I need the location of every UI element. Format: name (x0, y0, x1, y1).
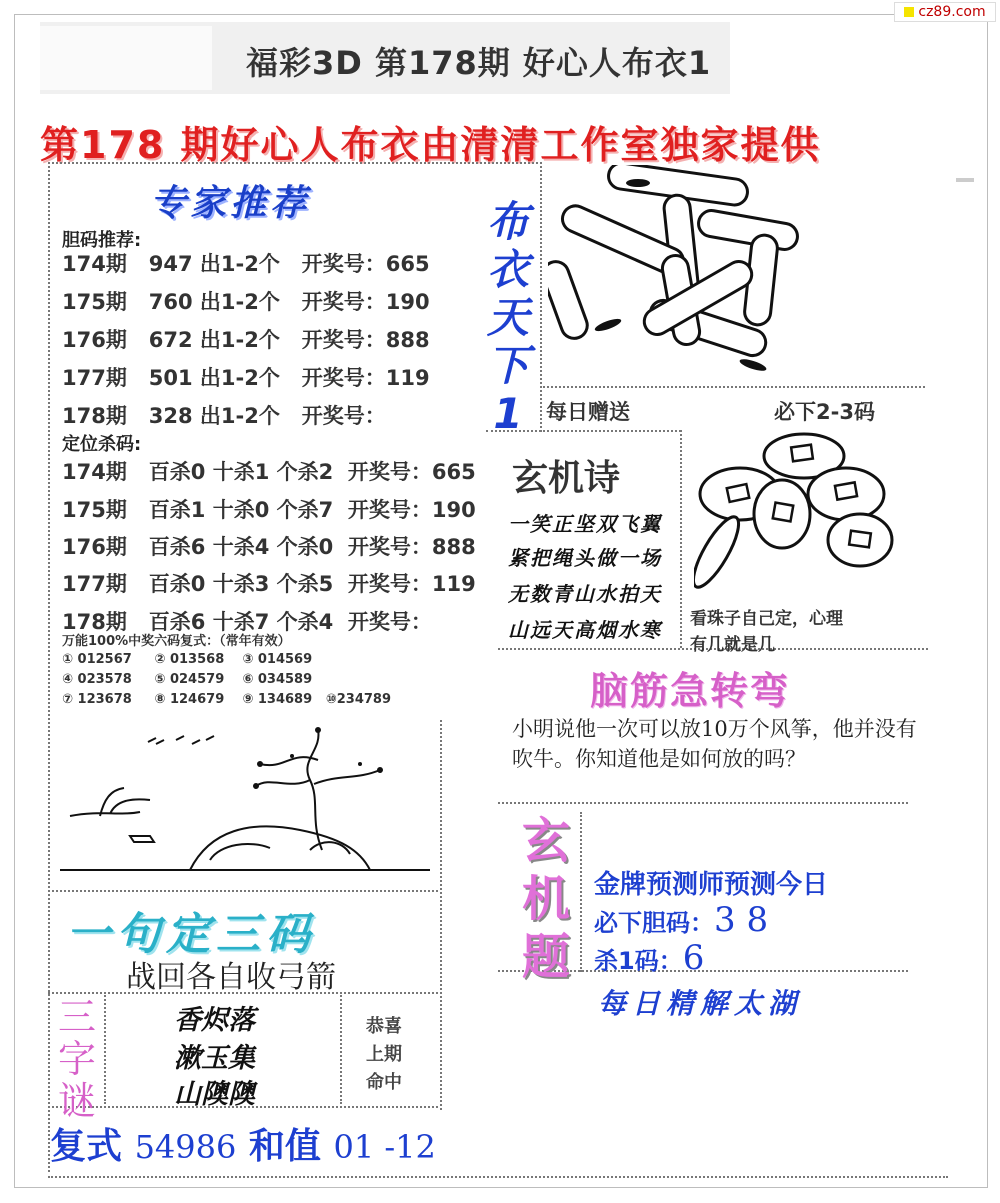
hezhi-label: 和值 (248, 1126, 321, 1167)
fushi-line (50, 1118, 436, 1169)
vertical-title-char: 衣 (486, 245, 529, 294)
beads-illustration (694, 432, 904, 600)
daily-gift-label: 每日赠送 (546, 400, 630, 424)
gold-kill-value: 6 (682, 938, 705, 978)
kill-row: 178期 百杀6 十杀7 个杀4 开奖号： (62, 610, 432, 634)
gold-dan-label: 必下胆码： (594, 909, 714, 937)
gold-headline: 金牌预测师预测今日 (594, 870, 829, 900)
poem-title: 玄机诗 (512, 458, 621, 499)
dan-row: 177期 501 出1-2个 开奖号：119 (62, 366, 430, 390)
daily-gift-value: 必下2-3码 (774, 400, 875, 424)
banner-title: 第178 期好心人布衣由清清工作室独家提供 (40, 123, 821, 167)
xuanji-title-char: 题 (521, 929, 570, 985)
poem-line: 无数青山水拍天 (508, 582, 662, 606)
vertical-title-char: 天 (486, 293, 529, 342)
hezhi-value: 01 -12 (333, 1128, 436, 1166)
divider-gift (540, 386, 925, 388)
page-title: 福彩3D 第178期 好心人布衣1 (246, 44, 712, 82)
dan-row: 174期 947 出1-2个 开奖号：665 (62, 252, 430, 276)
vertical-title-char: 1 (493, 389, 523, 438)
combo-row: ⑦ 123678 ⑧ 124679 ⑨ 134689 ⑩234789 (62, 692, 392, 707)
kill-row: 175期 百杀1 十杀0 个杀7 开奖号：190 (62, 498, 476, 522)
dan-row: 176期 672 出1-2个 开奖号：888 (62, 328, 430, 352)
poem-line: 一笑正坚双飞翼 (508, 512, 662, 536)
header-blank-box (40, 26, 212, 90)
badge-square-icon (904, 7, 914, 17)
congrats-text: 恭喜 (366, 1016, 402, 1037)
kill-row: 174期 百杀0 十杀1 个杀2 开奖号：665 (62, 460, 476, 484)
divider-top (48, 162, 538, 164)
beads-caption: 看珠子自己定，心理 (690, 609, 843, 629)
kill-label: 定位杀码: (62, 434, 142, 455)
vertical-title-char: 布 (486, 197, 529, 246)
sanzimi-line: 漱玉集 (174, 1043, 255, 1074)
divider-sanzimi-right (340, 992, 342, 1104)
divider-mid-top (540, 162, 542, 432)
edge-mark (956, 178, 974, 182)
divider-center (440, 720, 442, 1110)
divider-poem-right (680, 430, 682, 648)
fushi-value: 54986 (134, 1128, 237, 1166)
sanzimi-line: 香烬落 (174, 1005, 255, 1036)
expert-title: 专家推荐 (150, 183, 311, 224)
poem-line: 山远天高烟水寒 (508, 618, 662, 642)
vertical-title-char: 下 (486, 341, 529, 390)
sanzimi-label-char: 字 (57, 1037, 96, 1081)
sanzimi-line: 山隩隩 (174, 1079, 255, 1110)
sanzimi-label (52, 996, 102, 1122)
divider-bottom (48, 1176, 948, 1178)
kill-row: 177期 百杀0 十杀3 个杀5 开奖号：119 (62, 572, 476, 596)
divider-xuanji (580, 812, 582, 972)
combo-label: 万能100%中奖六码复式：（常年有效） (62, 634, 291, 649)
sanzimi-label-char: 三 (57, 995, 96, 1039)
taihu-title: 每日精解太湖 (598, 987, 803, 1020)
riddle-text: 小明说他一次可以放10万个风筝，他并没有吹牛。你知道他是如何放的吗？ (512, 717, 917, 771)
divider-sanzimi-left (104, 992, 106, 1104)
gold-dan-value: 3 8 (714, 900, 769, 940)
knot-illustration (548, 165, 808, 383)
beads-caption: 有几就是几 (690, 635, 775, 655)
landscape-illustration (60, 720, 430, 884)
sanzimi-label-char: 谜 (57, 1079, 96, 1123)
vertical-title (478, 198, 538, 438)
gold-kill-label: 杀1码： (594, 947, 683, 975)
sanma-title: 一句定三码 (66, 909, 316, 960)
poem-line: 紧把绳头做一场 (508, 546, 662, 570)
combo-row: ④ 023578 ⑤ 024579 ⑥ 034589 (62, 672, 313, 687)
xuanji-title-char: 机 (521, 871, 570, 927)
congrats-text: 上期 (366, 1044, 402, 1065)
divider-sanma-top (48, 890, 438, 892)
kill-row: 176期 百杀6 十杀4 个杀0 开奖号：888 (62, 535, 476, 559)
dan-row: 178期 328 出1-2个 开奖号： (62, 404, 386, 428)
xuanji-title-char: 玄 (521, 813, 570, 869)
gold-dan (594, 900, 768, 940)
divider-left (48, 162, 50, 1172)
site-badge-text: cz89.com (918, 4, 986, 20)
sanma-phrase: 战回各自收弓箭 (126, 960, 336, 995)
congrats-text: 命中 (366, 1072, 402, 1093)
fushi-label: 复式 (50, 1126, 123, 1167)
xuanji-title (514, 812, 578, 986)
site-badge[interactable] (894, 2, 996, 22)
divider-xuanji-top (498, 802, 908, 804)
riddle-title: 脑筋急转弯 (590, 669, 791, 713)
combo-row: ① 012567 ② 013568 ③ 014569 (62, 652, 313, 667)
dan-label: 胆码推荐: (62, 230, 142, 251)
gold-kill (594, 938, 704, 978)
dan-row: 175期 760 出1-2个 开奖号：190 (62, 290, 430, 314)
